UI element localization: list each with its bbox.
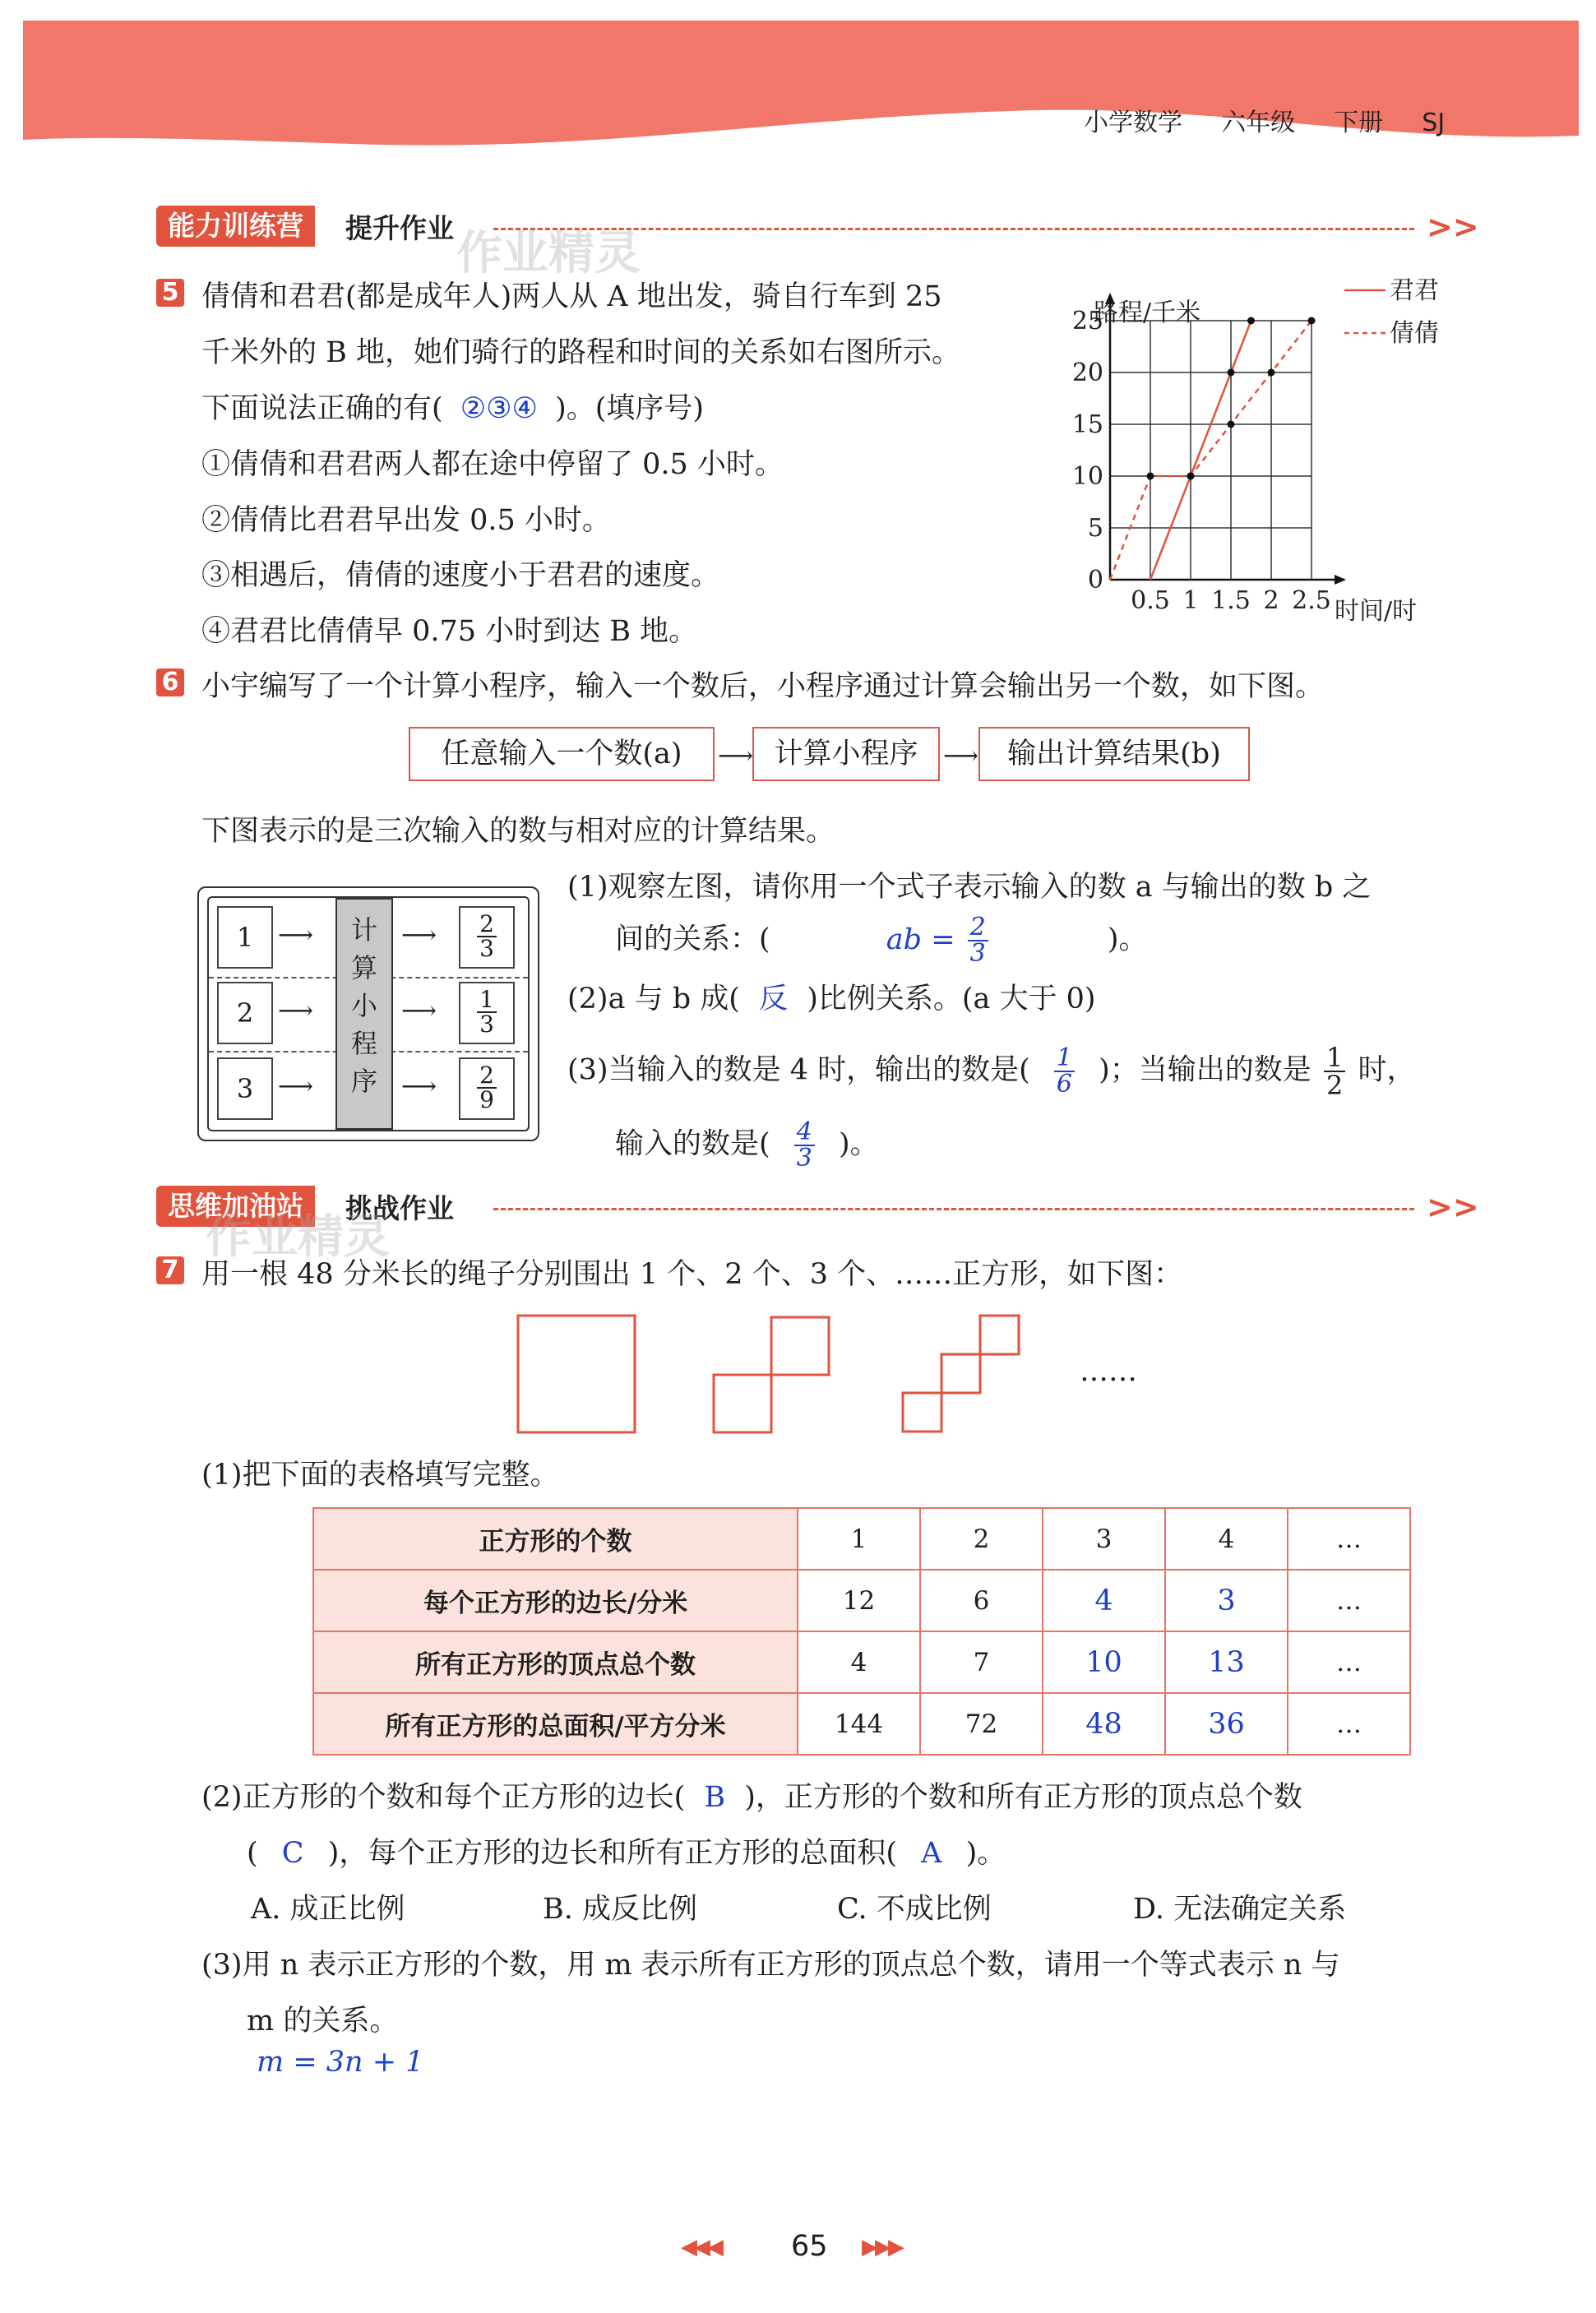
q7-part2-answer3: A xyxy=(921,1837,942,1870)
machine-core-char-1: 计 xyxy=(350,914,377,946)
table-row-header: 每个正方形的边长/分米 xyxy=(313,1570,798,1631)
q6-part2-pre: (2)a 与 b 成( xyxy=(567,983,740,1015)
data-point xyxy=(1247,317,1255,325)
square-single xyxy=(518,1316,635,1432)
footer-left-arrows: ◀◀◀ xyxy=(681,2235,720,2260)
square-triple-c xyxy=(980,1316,1019,1354)
q7-part3-line2: m 的关系。 xyxy=(247,2005,399,2038)
legend-label-junjun: 君君 xyxy=(1390,276,1439,305)
header-subject: 小学数学 xyxy=(1084,109,1182,137)
table-cell: 72 xyxy=(920,1693,1043,1755)
machine-output-1-num: 2 xyxy=(479,910,494,937)
table-cell: 144 xyxy=(798,1693,920,1755)
q7-part2-post: )，正方形的个数和所有正方形的顶点总个数 xyxy=(744,1781,1302,1814)
q6-part3-answer1-den: 6 xyxy=(1054,1071,1075,1097)
table-answer-cell: 4 xyxy=(1043,1570,1165,1631)
q5-line1: 倩倩和君君(都是成年人)两人从 A 地出发，骑自行车到 25 xyxy=(201,280,942,313)
q7-part3-answer: m = 3n + 1 xyxy=(257,2046,424,2079)
q5-option-4: ④君君比倩倩早 0.75 小时到达 B 地。 xyxy=(201,615,698,648)
y-tick-label: 25 xyxy=(1071,307,1103,335)
table-answer-cell: 36 xyxy=(1165,1693,1288,1755)
table-cell: 1 xyxy=(798,1508,920,1570)
section2-subtitle: 挑战作业 xyxy=(345,1192,454,1224)
q6-part1-post: )。 xyxy=(1107,923,1148,956)
squares-ellipsis: …… xyxy=(1080,1355,1137,1388)
data-point xyxy=(1228,421,1235,428)
section1-arrow: >> xyxy=(1427,209,1479,245)
q6-part3-pre: (3)当输入的数是 4 时，输出的数是( xyxy=(567,1053,1030,1087)
q6-part3-mid: )；当输出的数是 xyxy=(1099,1053,1311,1087)
data-point xyxy=(1187,473,1195,480)
q6-part1-line1: (1)观察左图，请你用一个式子表示输入的数 a 与输出的数 b 之 xyxy=(567,871,1372,904)
q6-part3-given-den: 2 xyxy=(1324,1071,1345,1099)
q6-part3-line2 xyxy=(615,1117,879,1173)
q6-part2-post: )比例关系。(a 大于 0) xyxy=(807,983,1096,1015)
table-cell: 7 xyxy=(920,1631,1043,1693)
q6-part3-line1 xyxy=(567,1044,1415,1099)
table-cell: 6 xyxy=(920,1570,1043,1631)
squares-figure xyxy=(510,1307,1168,1439)
q6-part1-line2 xyxy=(615,915,1148,966)
q6-line1: 小宇编写了一个计算小程序，输入一个数后，小程序通过计算会输出另一个数，如下图。 xyxy=(201,670,1325,703)
q7-number: 7 xyxy=(156,1256,184,1284)
y-tick-label: 10 xyxy=(1071,462,1103,491)
section1-divider xyxy=(493,228,1414,230)
q7-part2-answer2: C xyxy=(281,1837,304,1870)
square-triple-a xyxy=(903,1393,941,1432)
table-row xyxy=(313,1570,1410,1631)
flow-arrow-1: ⟶ xyxy=(718,742,754,770)
q6-line2: 下图表示的是三次输入的数与相对应的计算结果。 xyxy=(201,815,835,848)
header-edition: SJ xyxy=(1422,109,1446,137)
q6-part3-line2-pre: 输入的数是( xyxy=(615,1127,770,1161)
q6-part1-answer-text: ab = xyxy=(886,923,955,956)
machine-input-2: 2 xyxy=(217,982,273,1044)
machine-arrow-in-2: ⟶ xyxy=(278,997,314,1025)
machine-output-2-den: 3 xyxy=(477,1011,497,1036)
table-row xyxy=(313,1508,1410,1570)
section1-tag: 能力训练营 xyxy=(156,206,315,247)
table-row xyxy=(313,1693,1410,1755)
machine-output-2-num: 1 xyxy=(479,986,494,1013)
q7-choice-c: C. 不成比例 xyxy=(837,1893,992,1926)
table-row-header: 正方形的个数 xyxy=(313,1508,798,1570)
machine-output-1-den: 3 xyxy=(477,936,497,960)
data-point xyxy=(1268,369,1275,377)
q5-answer: ②③④ xyxy=(460,392,538,425)
watermark-1: 作业精灵 xyxy=(456,227,641,280)
q7-part2-line2-post: )。 xyxy=(965,1837,1006,1870)
machine-output-3-den: 9 xyxy=(477,1087,497,1112)
header-meta xyxy=(1084,102,1445,138)
x-axis-arrow xyxy=(1335,575,1346,585)
q7-part3-line1: (3)用 n 表示正方形的个数，用 m 表示所有正方形的顶点总个数，请用一个等式表示 n 与 xyxy=(201,1949,1340,1982)
x-tick-label: 0.5 xyxy=(1131,586,1170,615)
q7-part2-line1 xyxy=(201,1774,1302,1816)
y-tick-label: 5 xyxy=(1087,514,1103,543)
x-tick-label: 2 xyxy=(1263,586,1279,615)
q6-part3-line2-post: )。 xyxy=(839,1127,879,1161)
q7-part2-pre: (2)正方形的个数和每个正方形的边长( xyxy=(201,1781,686,1814)
data-point xyxy=(1228,369,1235,377)
table-row xyxy=(313,1631,1410,1693)
program-machine xyxy=(197,886,539,1141)
flow-box-output: 输出计算结果(b) xyxy=(978,727,1250,781)
section2-divider xyxy=(493,1208,1414,1210)
q6-part1-pre: 间的关系：( xyxy=(615,923,770,956)
square-triple-b xyxy=(941,1354,980,1393)
series-line-qianqian xyxy=(1110,321,1311,580)
table-cell: … xyxy=(1288,1693,1410,1755)
section1-subtitle: 提升作业 xyxy=(345,212,454,244)
table-cell: 2 xyxy=(920,1508,1043,1570)
machine-core xyxy=(335,898,393,1130)
q7-choice-d: D. 无法确定关系 xyxy=(1133,1893,1347,1926)
q5-option-2: ②倩倩比君君早出发 0.5 小时。 xyxy=(201,504,611,537)
table-cell: 12 xyxy=(798,1570,920,1631)
q6-part3-given-num: 1 xyxy=(1325,1042,1344,1073)
distance-time-chart xyxy=(1061,267,1472,629)
machine-arrow-in-3: ⟶ xyxy=(278,1072,314,1101)
table-cell: … xyxy=(1288,1570,1410,1631)
q7-choice-b: B. 成反比例 xyxy=(543,1893,697,1926)
chart-labels xyxy=(1072,276,1439,626)
flow-arrow-2: ⟶ xyxy=(943,742,979,770)
table-answer-cell: 10 xyxy=(1043,1631,1165,1693)
table-cell: 4 xyxy=(798,1631,920,1693)
footer-right-arrows: ▶▶▶ xyxy=(862,2235,901,2260)
q7-part2-line2-mid: )，每个正方形的边长和所有正方形的总面积( xyxy=(327,1837,898,1870)
y-tick-label: 20 xyxy=(1071,359,1103,387)
table-cell: … xyxy=(1288,1508,1410,1570)
machine-core-char-2: 算 xyxy=(350,952,377,983)
header-volume: 下册 xyxy=(1334,109,1384,137)
page-number: 65 xyxy=(791,2230,828,2263)
q6-part2-answer: 反 xyxy=(759,983,789,1015)
section2-tag: 思维加油站 xyxy=(156,1186,315,1227)
q6-part3-answer2-num: 4 xyxy=(796,1117,812,1146)
table-row-header: 所有正方形的顶点总个数 xyxy=(313,1631,798,1693)
x-tick-label: 1.5 xyxy=(1211,586,1251,615)
x-tick-label: 1 xyxy=(1182,586,1199,615)
square-pair-a xyxy=(714,1375,771,1432)
series-line-junjun xyxy=(1150,321,1251,580)
origin-label: 0 xyxy=(1087,566,1103,594)
q6-part3-answer1-num: 1 xyxy=(1056,1043,1072,1072)
data-point xyxy=(1147,473,1154,480)
q5-line2: 千米外的 B 地，她们骑行的路程和时间的关系如右图所示。 xyxy=(201,336,960,369)
machine-output-2 xyxy=(459,982,515,1044)
table-answer-cell: 13 xyxy=(1165,1631,1288,1693)
header-grade: 六年级 xyxy=(1221,109,1296,137)
q6-part1-answer xyxy=(886,913,1001,968)
q6-part3-tail: 时， xyxy=(1358,1053,1416,1087)
flow-box-program: 计算小程序 xyxy=(752,727,940,781)
machine-output-3 xyxy=(459,1057,515,1120)
machine-arrow-out-1: ⟶ xyxy=(401,921,437,950)
machine-arrow-out-2: ⟶ xyxy=(401,997,437,1025)
data-point xyxy=(1308,317,1316,325)
machine-arrow-in-1: ⟶ xyxy=(278,921,314,950)
q5-line3-pre: 下面说法正确的有( xyxy=(201,392,443,425)
table-answer-cell: 48 xyxy=(1043,1693,1165,1755)
q6-part3-answer2-den: 3 xyxy=(794,1145,815,1171)
q7-choice-a: A. 成正比例 xyxy=(251,1893,405,1926)
q5-number: 5 xyxy=(156,279,184,307)
flow-box-input: 任意输入一个数(a) xyxy=(409,727,715,781)
machine-input-1: 1 xyxy=(217,906,273,969)
q7-part1: (1)把下面的表格填写完整。 xyxy=(201,1459,559,1492)
machine-core-char-4: 程 xyxy=(350,1028,377,1059)
legend-label-qianqian: 倩倩 xyxy=(1390,319,1439,348)
machine-core-char-3: 小 xyxy=(350,990,377,1021)
q5-option-1: ①倩倩和君君两人都在途中停留了 0.5 小时。 xyxy=(201,448,784,481)
machine-input-3: 3 xyxy=(217,1057,273,1120)
square-pair-b xyxy=(771,1317,829,1375)
x-axis-title: 时间/时 xyxy=(1335,597,1418,626)
squares-table xyxy=(312,1507,1411,1756)
q5-line3-post: )。(填序号) xyxy=(555,392,705,425)
machine-arrow-out-3: ⟶ xyxy=(401,1072,437,1101)
watermark-2: 作业精灵 xyxy=(206,1210,390,1264)
q6-part1-answer-den: 3 xyxy=(968,940,988,966)
table-cell: 3 xyxy=(1043,1508,1165,1570)
machine-output-3-num: 2 xyxy=(479,1062,494,1089)
x-tick-label: 2.5 xyxy=(1292,586,1331,615)
machine-output-1 xyxy=(459,906,515,969)
y-axis-title: 路程/千米 xyxy=(1094,298,1201,327)
q5-option-3: ③相遇后，倩倩的速度小于君君的速度。 xyxy=(201,559,720,592)
y-tick-label: 15 xyxy=(1071,410,1103,439)
chart-axes xyxy=(1105,293,1346,585)
table-row-header: 所有正方形的总面积/平方分米 xyxy=(313,1693,798,1755)
q6-part2 xyxy=(567,976,1096,1017)
q7-part2-line2-pre: ( xyxy=(247,1837,258,1870)
table-cell: 4 xyxy=(1165,1508,1288,1570)
machine-core-char-5: 序 xyxy=(350,1066,377,1097)
table-answer-cell: 3 xyxy=(1165,1570,1288,1631)
q7-part2-answer1: B xyxy=(704,1781,726,1814)
section2-arrow: >> xyxy=(1427,1189,1479,1225)
chart-series xyxy=(1110,317,1316,581)
table-cell: … xyxy=(1288,1631,1410,1693)
q6-number: 6 xyxy=(156,668,184,696)
q6-part1-answer-num: 2 xyxy=(969,913,986,941)
q5-line3 xyxy=(201,386,704,427)
q7-line1: 用一根 48 分米长的绳子分别围出 1 个、2 个、3 个、……正方形，如下图： xyxy=(201,1258,1183,1291)
q7-part2-line2 xyxy=(247,1830,1006,1871)
